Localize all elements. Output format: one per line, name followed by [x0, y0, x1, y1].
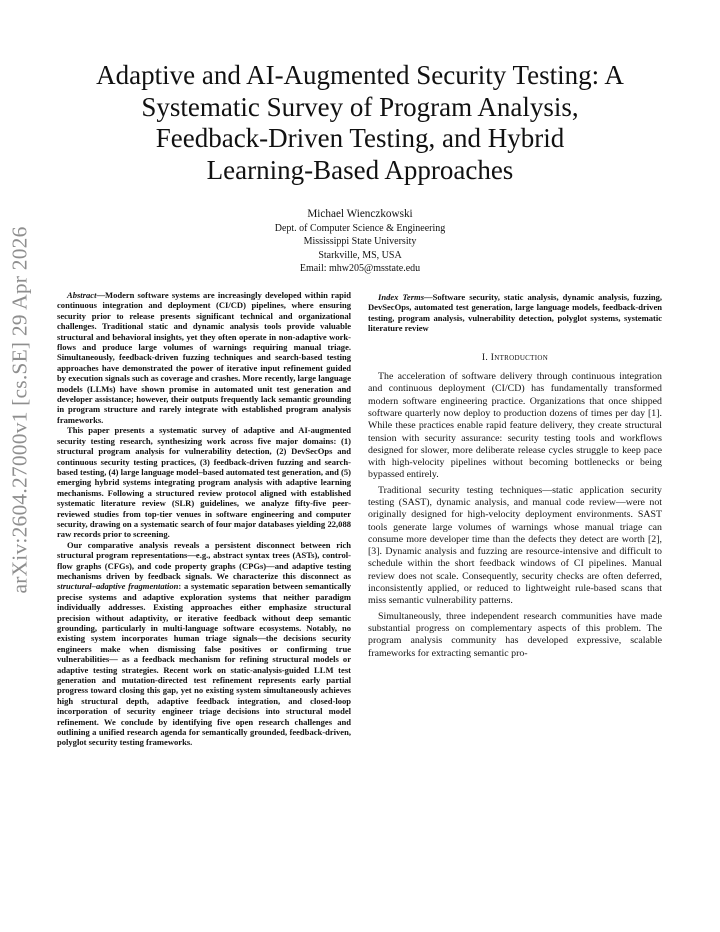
author-name: Michael Wienczkowski — [307, 208, 413, 220]
abstract-column-left — [57, 290, 351, 748]
paper-title — [80, 60, 640, 186]
author-email: Email: mhw205@msstate.edu — [299, 262, 421, 274]
abstract-paragraph: This paper presents a systematic survey of adaptive and AI-augmented security testing research, synthesizing work across five major domains: (1) structural program analysis for vulnerability detection, (2) DevSecOps and continuous security testing practices, (3) feedback-driven fuzzing and search-based testing, (4) large language model–based automated test generation, and (5) emerging hybrid systems integrating program analysis with adaptive learning mechanisms. Following a structured review protocol aligned with established systematic literature review (SLR) guidelines, we analyze fifty-five peer-reviewed studies from top-tier venues in software engineering and computer security, drawing on a systematic search of four major databases yielding 22,088 raw records prior to screening. — [57, 425, 351, 540]
abstract-emphasis: structural–adaptive fragmentation — [57, 581, 179, 592]
arxiv-identifier — [0, 150, 40, 670]
author-block — [180, 207, 540, 275]
abstract-paragraph: Abstract—Modern software systems are increasingly developed within rapid continuous integration and deployment (CI/CD) pipelines, where ensuring security prior to release presents significant technical and organizational challenges. Traditional static and dynamic analysis tools provide valuable structural and behavioral insights, yet they often operate in non-adaptive work-flows and produce large volumes of warnings requiring manual triage. Simultaneously, feedback-driven fuzzing techniques and search-based testing approaches have demonstrated the power of iterative input refinement guided by execution signals such as coverage and crashes. More recently, large language models (LLMs) have shown promise in automated unit test generation and developer assistance; however, their outputs frequently lack semantic grounding in program structure and rarely integrate with established program analysis frameworks. — [57, 290, 351, 425]
arxiv-identifier-text: arXiv:2604.27000v1 [cs.SE] 29 Apr 2026 — [7, 226, 32, 594]
author-university: Mississippi State University — [303, 236, 417, 248]
author-location: Starkville, MS, USA — [318, 249, 402, 261]
title-line: Learning-Based Approaches — [206, 154, 514, 185]
introduction-paragraph: Simultaneously, three independent research communities have made substantial progress on complementary aspects of this problem. The program analysis community has developed expressive, scalable frameworks for extracting semantic pro- — [368, 610, 662, 659]
title-line: Feedback-Driven Testing, and Hybrid — [155, 123, 565, 154]
introduction-paragraph: The acceleration of software delivery through continuous integration and continuous deployment (CI/CD) has fundamentally transformed modern software engineering practice. Organizations that once shipped software quarterly now deploy to production dozens of times per day [1]. While these practices enable rapid feature delivery, they create structural tension with security assurance: security testing tools and workflows designed for slower, more deliberate release cycles struggle to keep pace with high-velocity pipelines without becoming bottlenecks or being bypassed entirely. — [368, 371, 662, 481]
section-heading-introduction: I. Introduction — [481, 352, 549, 363]
index-terms-label: Index Terms — [378, 292, 425, 302]
author-department: Dept. of Computer Science & Engineering — [274, 223, 446, 234]
introduction-paragraph: Traditional security testing techniques—static application security testing (SAST), dynamic analysis, and manual code review—were not originally designed for high-velocity deployment environments. SAST tools generate large volumes of warnings whose manual triage can consume more developer time than the defects they detect are worth [2], [3]. Dynamic analysis and fuzzing are resource-intensive and difficult to schedule within the short feedback windows of CI pipelines. Manual review does not scale. Consequently, security checks are often deferred, inconsistently applied, or reduced to lightweight rule-based scans that miss semantic vulnerability patterns. — [368, 484, 662, 607]
index-terms: Index Terms—Software security, static analysis, dynamic analysis, fuzzing, DevSecOps, automated test generation, large language models, feedback-driven testing, program analysis, vulnerability detection, polyglot systems, systematic literature review — [368, 292, 662, 334]
title-line: Adaptive and AI-Augmented Security Testing: A — [96, 60, 624, 90]
abstract-column-right — [368, 290, 662, 660]
abstract-label: Abstract — [67, 290, 97, 300]
abstract-paragraph: Our comparative analysis reveals a persistent disconnect between rich structural program representations—e.g., abstract syntax trees (ASTs), control-flow graphs (CFGs), and code property graphs (CPGs)—and adaptive testing mechanisms driven by feedback signals. We characterize this disconnect as structural–adaptive fragmentation: a systematic separation between semantically precise systems and adaptive exploration systems that neither paradigm individually addresses. Existing approaches either emphasize structural precision without adaptivity, or iterative feedback without deep semantic grounding, particularly in multi-language software ecosystems. Notably, no existing system incorporates human triage signals—the decisions security engineers make when dismissing false positives or confirming true vulnerabilities— as a feedback mechanism for refining structural models or adaptive testing strategies. Recent work on static-analysis-guided LLM test generation and mutation-directed test refinement represents early partial progress toward closing this gap, yet no existing system simultaneously achieves high structural depth, adaptive feedback integration, and closed-loop incorporation of security engineer triage decisions into structural model refinement. We conclude by identifying five open research challenges and outlining a unified research agenda for semantically grounded, feedback-driven, polyglot security testing frameworks. — [57, 539, 351, 748]
title-line: Systematic Survey of Program Analysis, — [141, 91, 579, 122]
